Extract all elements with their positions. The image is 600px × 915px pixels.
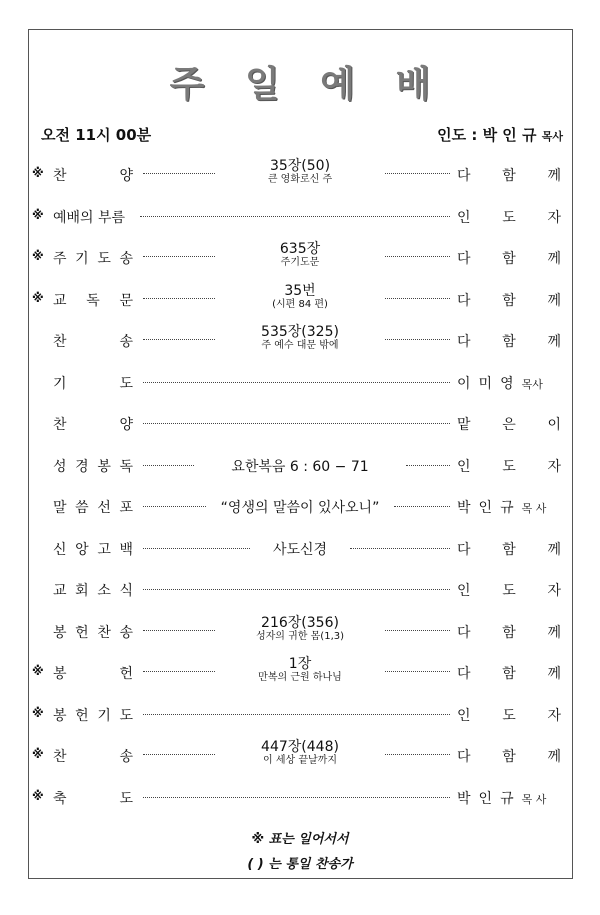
service-time: 오전 11시 00분 — [41, 126, 152, 144]
item-person — [457, 373, 565, 393]
item-person-char: 다 — [457, 168, 471, 184]
dotted-leader — [143, 298, 215, 299]
item-person — [457, 622, 561, 642]
item-label-char: 송 — [119, 625, 133, 641]
item-label — [53, 705, 133, 725]
item-person-char: 함 — [502, 334, 516, 350]
item-label — [53, 539, 133, 559]
worship-row — [0, 654, 600, 694]
item-detail — [185, 456, 415, 476]
stand-mark: ※ — [32, 166, 44, 180]
item-label-char: 양 — [119, 168, 133, 184]
hymn-number: 35장(50) — [269, 158, 331, 174]
dotted-leader — [385, 630, 450, 631]
hymn-number: 216장(356) — [261, 615, 339, 631]
dotted-leader — [143, 754, 215, 755]
item-person — [457, 580, 561, 600]
dotted-leader — [143, 548, 250, 549]
item-label-char: 송 — [119, 251, 133, 267]
leader-title: 목사 — [541, 130, 563, 143]
item-label-char: 선 — [97, 500, 111, 516]
item-person-char: 인 — [478, 791, 493, 807]
stand-mark: ※ — [32, 664, 44, 678]
stand-mark: ※ — [32, 747, 44, 761]
item-person-char: 다 — [457, 334, 471, 350]
item-label-char: 헌 — [75, 625, 89, 641]
item-person-char: 이 — [547, 417, 561, 433]
hymn-number: 1장 — [288, 656, 312, 672]
item-person-char: 께 — [547, 251, 561, 267]
item-person-char: 박 — [457, 500, 471, 516]
person-title: 목 사 — [521, 793, 547, 806]
dotted-leader — [140, 216, 450, 217]
item-label-char: 헌 — [75, 708, 89, 724]
item-person-char: 함 — [502, 749, 516, 765]
item-person-char: 다 — [457, 251, 471, 267]
item-label — [53, 456, 133, 476]
item-person — [457, 331, 561, 351]
dotted-leader — [143, 339, 215, 340]
worship-row — [0, 696, 600, 736]
footer-note-standing: ※ 표는 일어서서 — [251, 832, 349, 847]
item-detail — [185, 324, 415, 352]
item-label-char: 찬 — [53, 417, 67, 433]
item-label-char: 고 — [97, 542, 111, 558]
dotted-leader — [143, 256, 215, 257]
hymn-title: 큰 영화로신 주 — [267, 174, 333, 185]
item-person-char: 도 — [502, 210, 516, 226]
item-label — [53, 248, 133, 268]
item-label-char: 성 — [53, 459, 67, 475]
item-person-char: 함 — [502, 542, 516, 558]
footer-note-hymnal: ( ) 는 통일 찬송가 — [247, 857, 353, 872]
item-label-char: 도 — [119, 791, 133, 807]
worship-row — [0, 156, 600, 196]
leader-name: 인도 : 박 인 규 — [437, 126, 537, 144]
dotted-leader — [143, 382, 450, 383]
stand-mark: ※ — [32, 291, 44, 305]
item-person-char: 다 — [457, 625, 471, 641]
hymn-title: (시편 84 편) — [272, 299, 328, 310]
item-label-char: 송 — [119, 334, 133, 350]
hymn-number: 35번 — [284, 283, 316, 299]
item-person — [457, 290, 561, 310]
worship-row — [0, 737, 600, 777]
hymn-title: 성자의 귀한 몸(1,3) — [255, 631, 345, 642]
item-label — [53, 622, 133, 642]
item-label-char: 축 — [53, 791, 67, 807]
item-person-char: 자 — [547, 708, 561, 724]
item-person-char: 규 — [500, 791, 514, 807]
dotted-leader — [394, 506, 450, 507]
item-detail — [185, 539, 415, 559]
item-person-char: 은 — [502, 417, 516, 433]
item-label-char: 도 — [119, 708, 133, 724]
stand-mark: ※ — [32, 208, 44, 222]
item-person — [457, 414, 561, 434]
item-label-char: 도 — [97, 251, 111, 267]
item-label — [53, 290, 133, 310]
item-person — [457, 788, 565, 808]
item-person-char: 자 — [547, 210, 561, 226]
item-person-char: 께 — [547, 168, 561, 184]
dotted-leader — [385, 173, 450, 174]
stand-mark: ※ — [32, 789, 44, 803]
item-label-char: 찬 — [97, 625, 111, 641]
item-detail — [185, 283, 415, 311]
item-person — [457, 663, 561, 683]
item-label-char: 찬 — [53, 168, 67, 184]
item-label-char: 송 — [119, 749, 133, 765]
item-label-char: 독 — [119, 459, 133, 475]
item-label-char: 찬 — [53, 749, 67, 765]
worship-row — [0, 447, 600, 487]
item-person-char: 께 — [547, 293, 561, 309]
hymn-number: 635장 — [279, 241, 321, 257]
item-label-char: 도 — [119, 376, 133, 392]
item-person-char: 자 — [547, 459, 561, 475]
person-title: 목사 — [521, 378, 543, 391]
item-label-char: 경 — [75, 459, 89, 475]
item-label-char: 독 — [86, 293, 100, 309]
item-text: 사도신경 — [272, 542, 328, 558]
item-person-char: 인 — [457, 210, 471, 226]
item-person-char: 께 — [547, 625, 561, 641]
dotted-leader — [143, 465, 194, 466]
item-person-char: 영 — [500, 376, 514, 392]
item-label-char: 주 — [53, 251, 67, 267]
item-person-char: 인 — [457, 708, 471, 724]
dotted-leader — [385, 339, 450, 340]
dotted-leader — [143, 506, 206, 507]
item-label-char: 교 — [53, 583, 67, 599]
item-person-char: 께 — [547, 749, 561, 765]
service-leader — [437, 124, 563, 145]
item-label — [53, 414, 133, 434]
dotted-leader — [385, 754, 450, 755]
item-person-char: 께 — [547, 666, 561, 682]
item-text: “영생의 말씀이 있사오니” — [220, 500, 380, 516]
item-detail — [185, 656, 415, 684]
item-person — [457, 539, 561, 559]
item-person-char: 이 — [457, 376, 471, 392]
item-label-char: 문 — [119, 293, 133, 309]
item-label — [53, 788, 133, 808]
item-person-char: 다 — [457, 542, 471, 558]
worship-row — [0, 239, 600, 279]
item-person-char: 도 — [502, 583, 516, 599]
item-person — [457, 165, 561, 185]
item-person-char: 함 — [502, 251, 516, 267]
item-person — [457, 248, 561, 268]
item-person-char: 함 — [502, 625, 516, 641]
item-label — [53, 331, 133, 351]
dotted-leader — [143, 671, 215, 672]
item-label-char: 기 — [97, 708, 111, 724]
item-detail — [185, 615, 415, 643]
item-label-char: 봉 — [53, 666, 67, 682]
dotted-leader — [385, 671, 450, 672]
item-label-char: 양 — [119, 417, 133, 433]
worship-row — [0, 488, 600, 528]
item-person-char: 께 — [547, 334, 561, 350]
item-detail — [185, 497, 415, 517]
hymn-title: 주기도문 — [280, 257, 320, 268]
item-label — [53, 207, 125, 227]
item-person-char: 다 — [457, 293, 471, 309]
item-person-char: 인 — [457, 459, 471, 475]
hymn-number: 535장(325) — [261, 324, 339, 340]
item-person-char: 맡 — [457, 417, 471, 433]
item-person — [457, 746, 561, 766]
item-text: 요한복음 6 : 60 − 71 — [231, 459, 369, 475]
dotted-leader — [143, 630, 215, 631]
item-person-char: 인 — [457, 583, 471, 599]
item-label-char: 기 — [75, 251, 89, 267]
hymn-title: 만복의 근원 하나님 — [258, 672, 342, 683]
item-person-char: 께 — [547, 542, 561, 558]
item-person-char: 다 — [457, 749, 471, 765]
item-person-char: 인 — [478, 500, 493, 516]
item-label-char: 신 — [53, 542, 67, 558]
item-label — [53, 165, 133, 185]
person-title: 목 사 — [521, 502, 547, 515]
item-person — [457, 497, 565, 517]
item-person — [457, 207, 561, 227]
item-person — [457, 705, 561, 725]
dotted-leader — [385, 298, 450, 299]
item-label-char: 봉 — [53, 625, 67, 641]
worship-row — [0, 364, 600, 404]
dotted-leader — [143, 173, 215, 174]
item-label-char: 씀 — [75, 500, 89, 516]
item-detail — [185, 241, 415, 269]
item-person-char: 규 — [500, 500, 514, 516]
worship-row — [0, 281, 600, 321]
stand-mark: ※ — [32, 706, 44, 720]
worship-row — [0, 198, 600, 238]
item-label — [53, 497, 133, 517]
worship-row — [0, 571, 600, 611]
worship-row — [0, 405, 600, 445]
item-label-char: 앙 — [75, 542, 89, 558]
stand-mark: ※ — [32, 249, 44, 263]
page-title: 주 일 예 배 — [169, 64, 445, 105]
item-person-char: 함 — [502, 168, 516, 184]
item-label-char: 포 — [119, 500, 133, 516]
item-label-char: 말 — [53, 500, 67, 516]
dotted-leader — [143, 714, 450, 715]
item-person — [457, 456, 561, 476]
item-detail — [185, 739, 415, 767]
item-label-char: 소 — [97, 583, 111, 599]
item-person-char: 도 — [502, 459, 516, 475]
item-label-char: 봉 — [97, 459, 111, 475]
item-person-char: 다 — [457, 666, 471, 682]
item-label-char: 헌 — [119, 666, 133, 682]
item-label-char: 백 — [119, 542, 133, 558]
item-label-char: 교 — [53, 293, 67, 309]
dotted-leader — [143, 423, 450, 424]
item-label-char: 봉 — [53, 708, 67, 724]
dotted-leader — [143, 797, 450, 798]
item-label-char: 식 — [119, 583, 133, 599]
item-person-char: 미 — [478, 376, 493, 392]
hymn-title: 이 세상 끝날까지 — [263, 755, 337, 766]
item-person-char: 자 — [547, 583, 561, 599]
hymn-number: 447장(448) — [261, 739, 339, 755]
item-person-char: 박 — [457, 791, 471, 807]
item-person-char: 함 — [502, 666, 516, 682]
item-label-char: 기 — [53, 376, 67, 392]
item-label — [53, 580, 133, 600]
worship-row — [0, 530, 600, 570]
worship-row — [0, 322, 600, 362]
item-detail — [185, 158, 415, 186]
item-label — [53, 373, 133, 393]
item-person-char: 도 — [502, 708, 516, 724]
item-label-char: 예배의 부름 — [53, 210, 126, 226]
worship-row — [0, 613, 600, 653]
dotted-leader — [143, 589, 450, 590]
item-label — [53, 663, 133, 683]
dotted-leader — [406, 465, 450, 466]
hymn-title: 주 예수 대문 밖에 — [261, 340, 339, 351]
item-label — [53, 746, 133, 766]
dotted-leader — [350, 548, 450, 549]
item-label-char: 회 — [75, 583, 89, 599]
item-person-char: 함 — [502, 293, 516, 309]
item-label-char: 찬 — [53, 334, 67, 350]
worship-row — [0, 779, 600, 819]
dotted-leader — [385, 256, 450, 257]
